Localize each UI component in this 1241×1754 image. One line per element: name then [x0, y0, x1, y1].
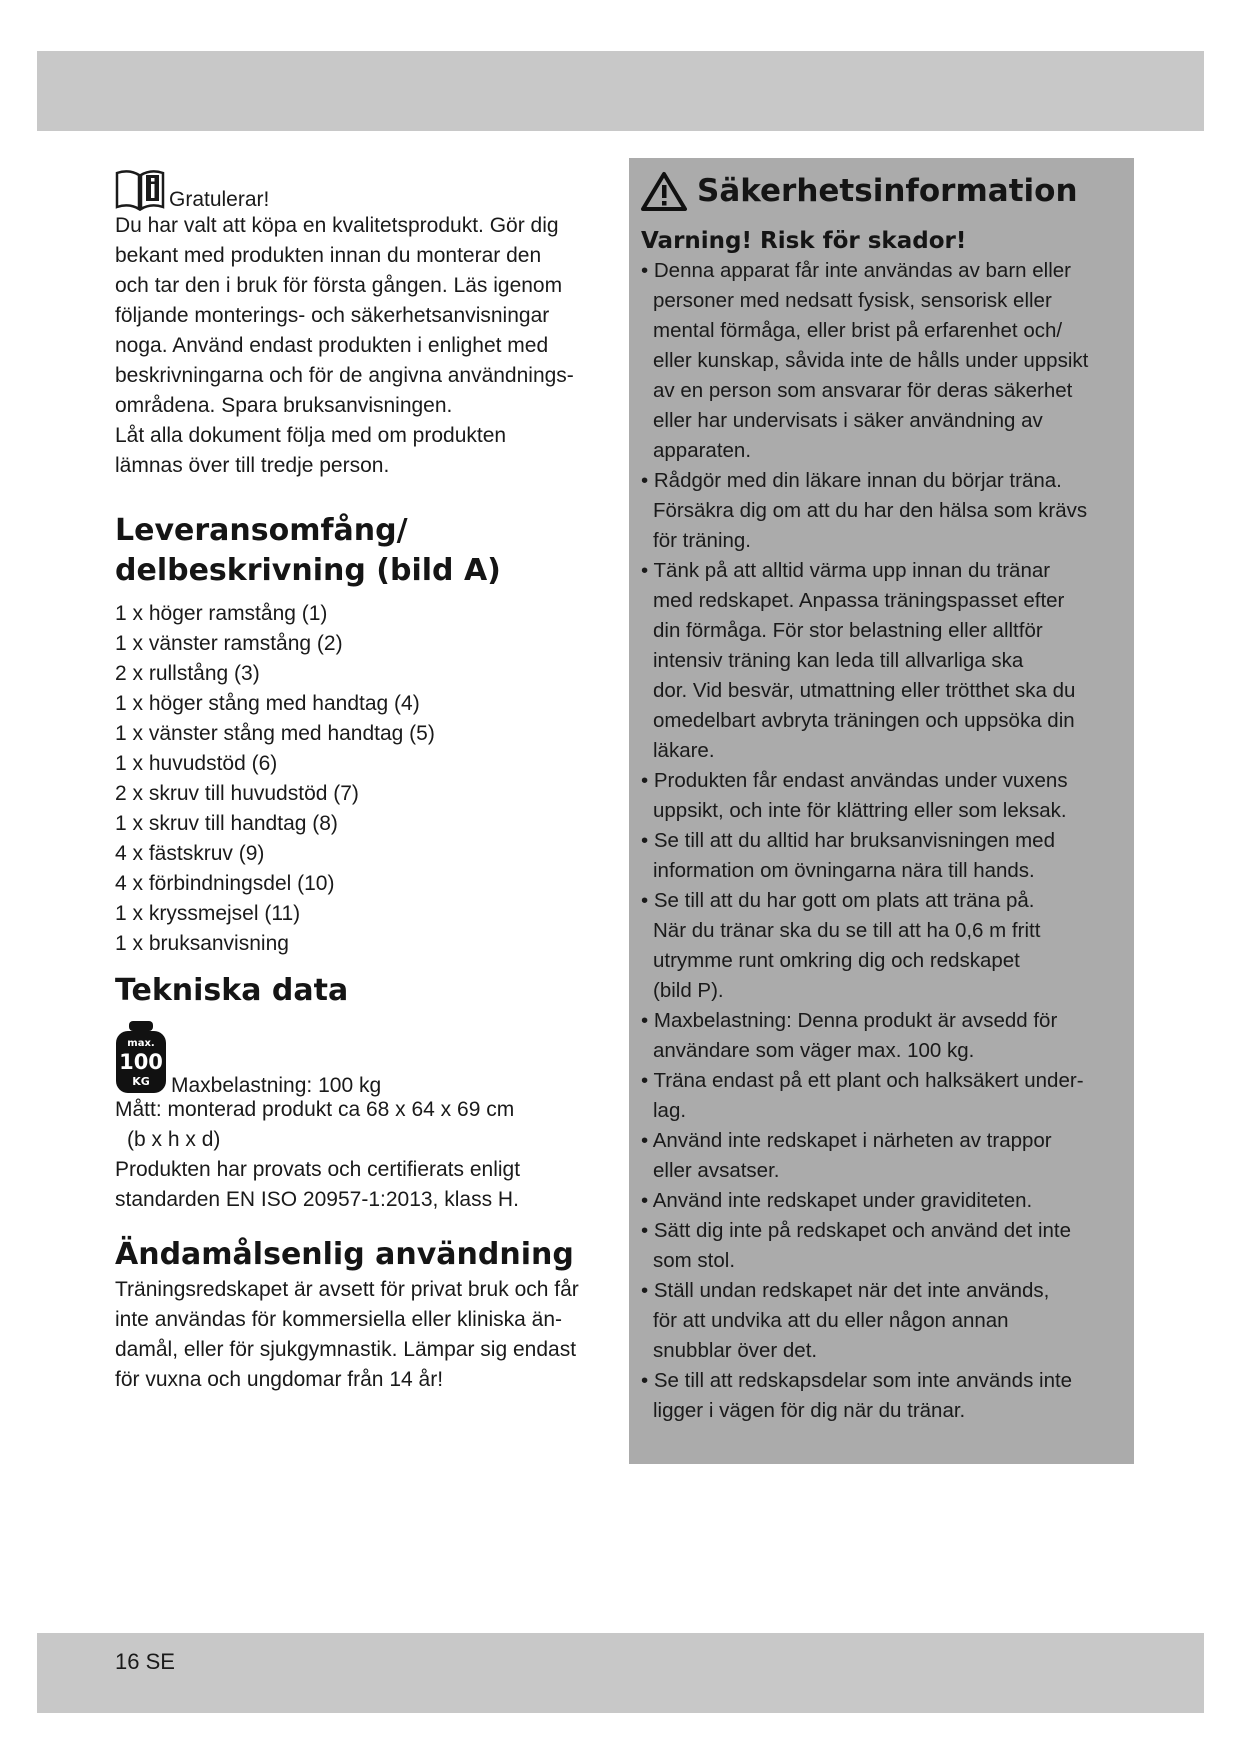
purpose-line: damål, eller för sjukgymnastik. Lämpar sig endast — [115, 1338, 577, 1361]
dimensions-line1: Mått: monterad produkt ca 68 x 64 x 69 cm — [115, 1098, 515, 1121]
safety-bullet-line: uppsikt, och inte för klättring eller som leksak. — [653, 799, 1067, 822]
safety-bullet-line: eller har undervisats i säker användning av — [653, 409, 1043, 432]
warning-icon — [641, 171, 687, 211]
safety-bullet — [641, 1186, 1131, 1216]
intro-line: lämnas över till tredje person. — [115, 454, 390, 477]
safety-bullet-line: mental förmåga, eller brist på erfarenhet och/ — [653, 319, 1063, 342]
safety-bullet-line: Träna endast på ett plant och halksäkert under- — [653, 1069, 1084, 1092]
page-number: 16 SE — [115, 1649, 175, 1674]
purpose-line: Träningsredskapet är avsett för privat bruk och får — [115, 1278, 579, 1301]
safety-bullet-line: Försäkra dig om att du har den hälsa som krävs — [653, 499, 1088, 522]
safety-bullet-line: Tänk på att alltid värma upp innan du tränar — [653, 559, 1051, 582]
list-item: 2 x skruv till huvudstöd (7) — [115, 782, 359, 805]
intro-line: och tar den i bruk för första gången. Läs igenom — [115, 274, 563, 297]
list-item: 2 x rullstång (3) — [115, 662, 260, 685]
safety-bullet-line: Se till att du har gott om plats att träna på. — [653, 889, 1035, 912]
max-load-row — [115, 1019, 605, 1095]
safety-bullet-line: med redskapet. Anpassa träningspasset efter — [653, 589, 1065, 612]
weight-icon — [115, 1019, 167, 1095]
safety-bullet-line: Använd inte redskapet under graviditeten. — [652, 1189, 1033, 1212]
safety-bullet-line: eller kunskap, såvida inte de hålls under uppsikt — [653, 349, 1089, 372]
safety-bullet-line: läkare. — [653, 739, 715, 762]
list-item: 1 x skruv till handtag (8) — [115, 812, 338, 835]
tech-heading: Tekniska data — [115, 973, 349, 1008]
intro-line: Låt alla dokument följa med om produkten — [115, 424, 507, 447]
safety-bullet — [641, 256, 1131, 466]
safety-bullet-line: din förmåga. För stor belastning eller alltför — [653, 619, 1043, 642]
weight-icon-top: max. — [127, 1038, 155, 1049]
certification-line: Produkten har provats och certifierats enligt — [115, 1158, 521, 1181]
list-item: 1 x huvudstöd (6) — [115, 752, 278, 775]
safety-bullet-line: Se till att redskapsdelar som inte används inte — [653, 1369, 1073, 1392]
safety-bullet-line: snubblar över det. — [653, 1339, 818, 1362]
safety-bullet-line: lag. — [653, 1099, 687, 1122]
intro-line: noga. Använd endast produkten i enlighet med — [115, 334, 549, 357]
safety-bullet-line: Ställ undan redskapet när det inte används, — [653, 1279, 1050, 1302]
weight-icon-unit: KG — [132, 1075, 150, 1088]
safety-bullet — [641, 466, 1131, 556]
safety-bullet-line: Se till att du alltid har bruksanvisningen med — [653, 829, 1055, 852]
safety-bullet-line: utrymme runt omkring dig och redskapet — [653, 949, 1020, 972]
safety-bullet-list — [641, 256, 1131, 1426]
purpose-line: för vuxna och ungdomar från 14 år! — [115, 1368, 444, 1391]
safety-bullet-line: Använd inte redskapet i närheten av trappor — [652, 1129, 1052, 1152]
safety-bullet-line: för att undvika att du eller någon annan — [653, 1309, 1009, 1332]
intro-line: områdena. Spara bruksanvisningen. — [115, 394, 453, 417]
safety-bullet — [641, 886, 1131, 1006]
safety-bullet-line: (bild P). — [653, 979, 724, 1002]
scope-list — [115, 599, 605, 959]
safety-bullet-line: som stol. — [653, 1249, 736, 1272]
safety-bullet-line: för träning. — [653, 529, 751, 552]
safety-heading: Säkerhetsinformation — [697, 173, 1078, 209]
safety-bullet — [641, 1126, 1131, 1186]
safety-bullet-line: av en person som ansvarar för deras säkerhet — [653, 379, 1073, 402]
intro-line: beskrivningarna och för de angivna användnings- — [115, 364, 574, 387]
safety-bullet — [641, 826, 1131, 886]
purpose-line: inte användas för kommersiella eller kliniska än- — [115, 1308, 563, 1331]
safety-bullet — [641, 1216, 1131, 1276]
safety-bullet-line: Produkten får endast användas under vuxens — [653, 769, 1068, 792]
safety-bullet-line: Denna apparat får inte användas av barn eller — [653, 259, 1071, 282]
intro-body — [115, 211, 605, 481]
safety-bullet — [641, 1276, 1131, 1366]
certification-line: standarden EN ISO 20957-1:2013, klass H. — [115, 1188, 519, 1211]
safety-bullet-line: användare som väger max. 100 kg. — [653, 1039, 975, 1062]
intro-heading-row — [115, 163, 605, 211]
purpose-body — [115, 1275, 605, 1395]
intro-line: följande monterings- och säkerhetsanvisningar — [115, 304, 550, 327]
safety-bullet-line: dor. Vid besvär, utmattning eller trötthet ska du — [653, 679, 1076, 702]
list-item: 1 x vänster stång med handtag (5) — [115, 722, 435, 745]
list-item: 1 x bruksanvisning — [115, 932, 289, 955]
list-item: 4 x förbindningsdel (10) — [115, 872, 335, 895]
safety-bullet-line: Sätt dig inte på redskapet och använd det inte — [653, 1219, 1072, 1242]
warning-title: Varning! Risk för skador! — [641, 228, 967, 254]
purpose-heading: Ändamålsenlig användning — [115, 1237, 574, 1272]
safety-bullet-line: omedelbart avbryta träningen och uppsöka din — [653, 709, 1075, 732]
safety-bullet — [641, 766, 1131, 826]
safety-bullet — [641, 1066, 1131, 1126]
safety-bullet-line: När du tränar ska du se till att ha 0,6 m fritt — [653, 919, 1041, 942]
safety-bullet-line: personer med nedsatt fysisk, sensorisk eller — [653, 289, 1052, 312]
safety-heading-row — [641, 168, 1131, 214]
safety-bullet-line: apparaten. — [653, 439, 752, 462]
safety-bullet-line: Maxbelastning: Denna produkt är avsedd för — [653, 1009, 1058, 1032]
list-item: 1 x kryssmejsel (11) — [115, 902, 301, 925]
safety-bullet-line: eller avsatser. — [653, 1159, 780, 1182]
list-item: 1 x höger stång med handtag (4) — [115, 692, 420, 715]
safety-bullet-line: intensiv träning kan leda till allvarliga ska — [653, 649, 1024, 672]
safety-bullet-line: information om övningarna nära till hands. — [653, 859, 1035, 882]
safety-bullet-line: Rådgör med din läkare innan du börjar träna. — [653, 469, 1062, 492]
footer-bar — [37, 1633, 1204, 1713]
weight-icon-value: 100 — [119, 1050, 163, 1074]
max-load-text: Maxbelastning: 100 kg — [171, 1074, 382, 1097]
list-item: 4 x fästskruv (9) — [115, 842, 265, 865]
safety-panel — [629, 158, 1134, 1464]
info-book-icon — [115, 167, 165, 211]
safety-content — [641, 168, 1131, 1426]
header-bar — [37, 51, 1204, 131]
safety-bullet — [641, 556, 1131, 766]
safety-bullet — [641, 1366, 1131, 1426]
scope-heading-line2: delbeskrivning (bild A) — [115, 553, 501, 588]
intro-heading: Gratulerar! — [169, 188, 270, 211]
intro-line: Du har valt att köpa en kvalitetsprodukt. Gör dig — [115, 214, 559, 237]
list-item: 1 x vänster ramstång (2) — [115, 632, 343, 655]
list-item: 1 x höger ramstång (1) — [115, 602, 328, 625]
left-column — [115, 163, 605, 1395]
safety-bullet — [641, 1006, 1131, 1066]
scope-heading-line1: Leveransomfång/ — [115, 513, 408, 548]
intro-line: bekant med produkten innan du monterar den — [115, 244, 542, 267]
dimensions-line2: (b x h x d) — [127, 1128, 221, 1151]
scope-heading — [115, 511, 605, 591]
safety-bullet-line: ligger i vägen för dig när du tränar. — [653, 1399, 966, 1422]
